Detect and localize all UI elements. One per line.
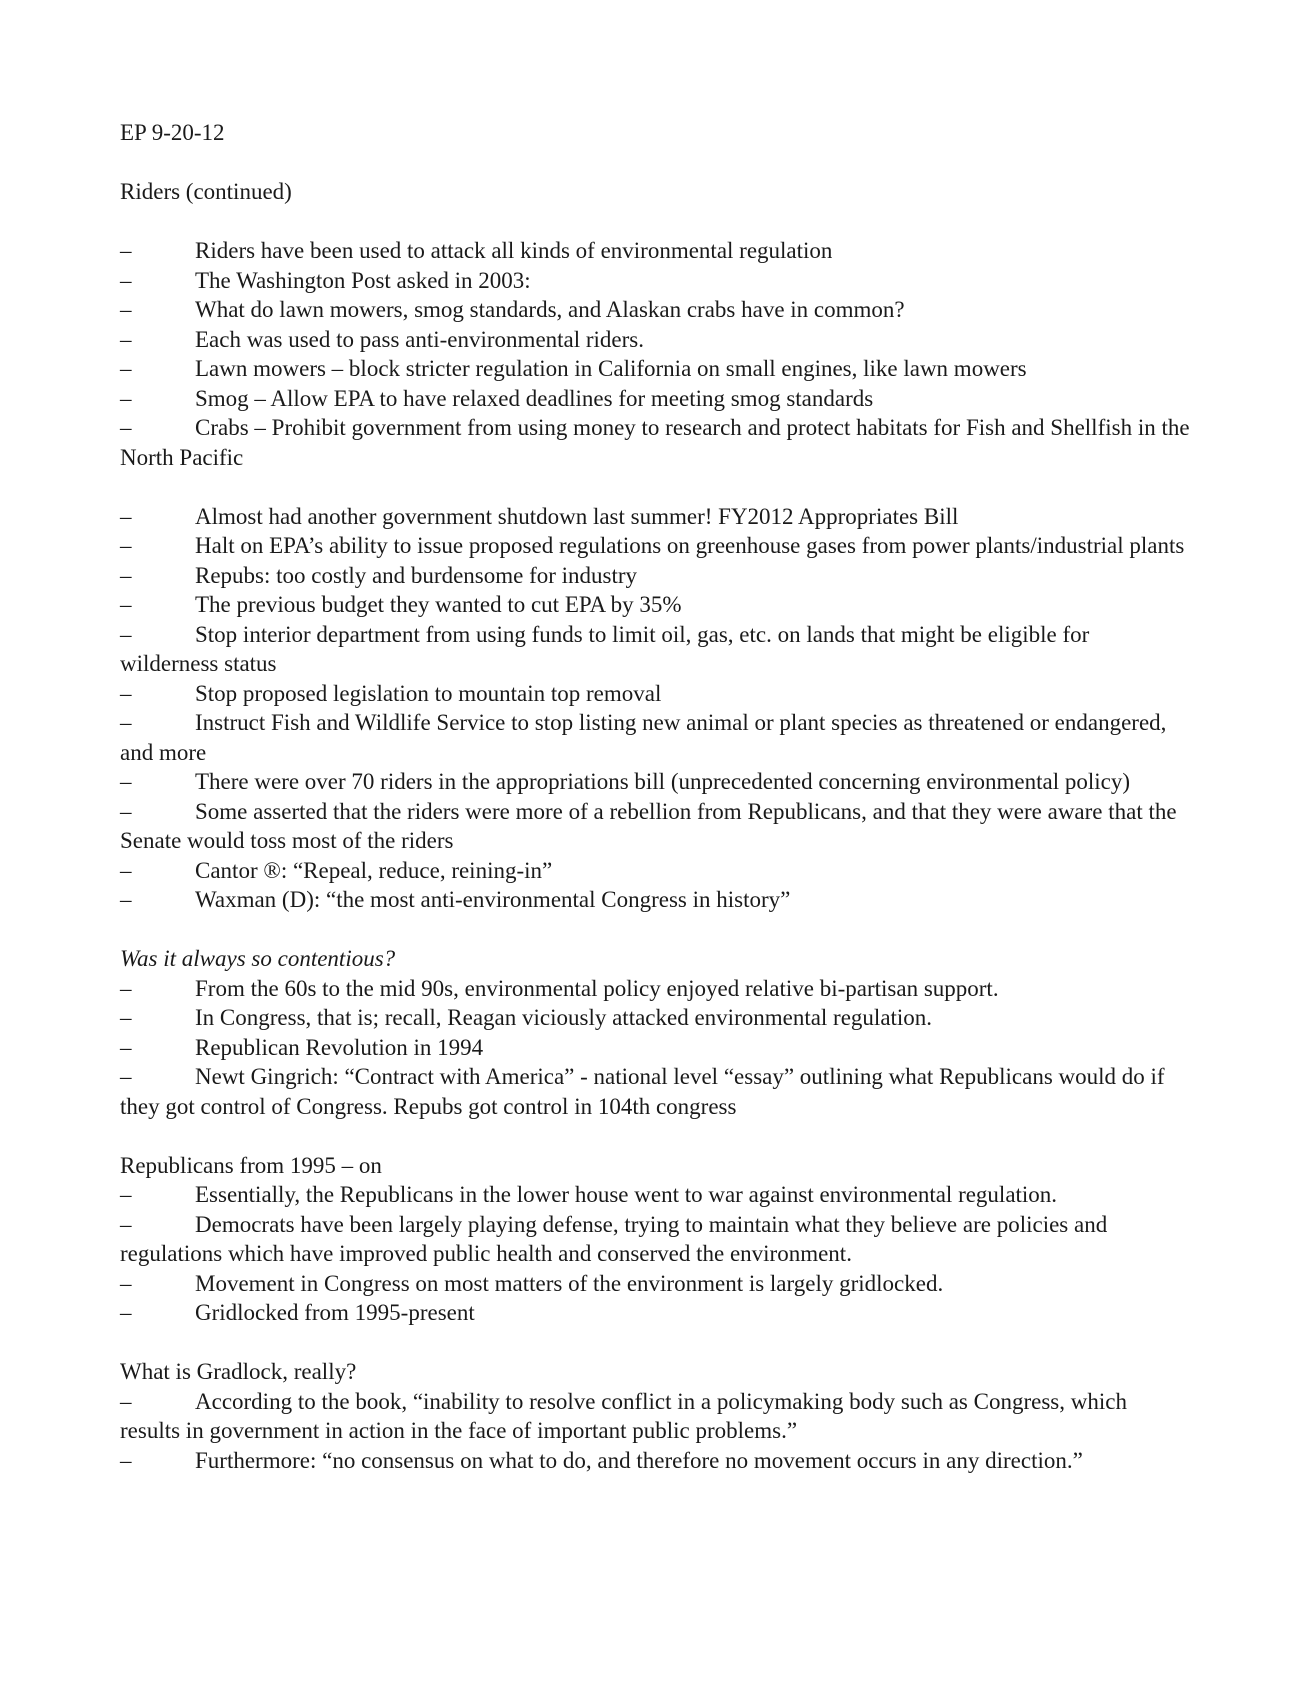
- list-item-text: Essentially, the Republicans in the lower house went to war against environmental regulation.: [195, 1182, 1058, 1207]
- spacer: [120, 148, 1190, 178]
- spacer: [120, 915, 1190, 945]
- list-item: [120, 295, 1190, 325]
- bullet-dash: –: [120, 857, 132, 883]
- list-item-text: Furthermore: “no consensus on what to do, and therefore no movement occurs in any direction.”: [195, 1447, 1083, 1473]
- bullet-list-riders: [120, 236, 1190, 472]
- list-item: [120, 856, 1190, 886]
- bullet-dash: –: [120, 1300, 132, 1325]
- bullet-dash: –: [120, 297, 132, 322]
- list-item-text: Instruct Fish and Wildlife Service to stop listing new animal or plant species as threatened or endangered, and more: [120, 710, 1167, 765]
- bullet-dash: –: [120, 710, 132, 735]
- list-item-text: Stop proposed legislation to mountain top removal: [195, 680, 662, 706]
- list-item: [120, 1298, 1190, 1328]
- bullet-dash: –: [120, 975, 132, 1001]
- list-item-text: In Congress, that is; recall, Reagan viciously attacked environmental regulation.: [195, 1005, 933, 1030]
- bullet-dash: –: [120, 769, 132, 794]
- list-item: [120, 767, 1190, 797]
- section-heading-riders: Riders (continued): [120, 179, 292, 204]
- bullet-dash: –: [120, 385, 132, 411]
- bullet-dash: –: [120, 267, 132, 293]
- list-item-text: Movement in Congress on most matters of the environment is largely gridlocked.: [195, 1270, 944, 1296]
- list-item: [120, 679, 1190, 709]
- bullet-dash: –: [120, 533, 132, 558]
- bullet-dash: –: [120, 1064, 132, 1089]
- bullet-dash: –: [120, 1388, 132, 1414]
- list-item: [120, 797, 1190, 856]
- list-item-text: Riders have been used to attack all kinds of environmental regulation: [195, 238, 833, 263]
- list-item-text: Stop interior department from using funds to limit oil, gas, etc. on lands that might be eligible for wilderness status: [120, 621, 1090, 676]
- list-item: [120, 1387, 1190, 1446]
- list-item-text: Each was used to pass anti-environmental riders.: [195, 326, 645, 352]
- bullet-list-contentious: [120, 974, 1190, 1122]
- list-item: [120, 1180, 1190, 1210]
- list-item-text: Democrats have been largely playing defense, trying to maintain what they believe are policies and regulations which have improved public health and conserved the environment.: [120, 1211, 1108, 1266]
- bullet-list-appropriations: [120, 502, 1190, 915]
- list-item: [120, 1210, 1190, 1269]
- list-item-text: According to the book, “inability to resolve conflict in a policymaking body such as Congress, which results in government in action in the face of important public problems.”: [120, 1388, 1127, 1443]
- list-item: [120, 1033, 1190, 1063]
- list-item: [120, 1003, 1190, 1033]
- document-page: [120, 118, 1190, 1475]
- list-item-text: Cantor ®: “Repeal, reduce, reining-in”: [195, 857, 553, 883]
- spacer: [120, 207, 1190, 237]
- bullet-list-gridlock: [120, 1387, 1190, 1476]
- spacer: [120, 1328, 1190, 1358]
- list-item-text: There were over 70 riders in the appropriations bill (unprecedented concerning environmental policy): [195, 769, 1130, 794]
- bullet-dash: –: [120, 356, 132, 381]
- bullet-dash: –: [120, 680, 132, 706]
- list-item: [120, 502, 1190, 532]
- bullet-dash: –: [120, 592, 132, 617]
- list-item-text: Almost had another government shutdown last summer! FY2012 Appropriates Bill: [195, 503, 959, 529]
- list-item: [120, 1446, 1190, 1476]
- list-item: [120, 708, 1190, 767]
- list-item: [120, 354, 1190, 384]
- section-heading-gridlock: What is Gradlock, really?: [120, 1359, 357, 1384]
- list-item: [120, 384, 1190, 414]
- bullet-dash: –: [120, 621, 132, 647]
- list-item: [120, 974, 1190, 1004]
- list-item: [120, 413, 1190, 472]
- bullet-dash: –: [120, 1034, 132, 1060]
- list-item-text: The previous budget they wanted to cut EPA by 35%: [195, 592, 682, 617]
- bullet-dash: –: [120, 415, 132, 440]
- list-item-text: Lawn mowers – block stricter regulation in California on small engines, like lawn mowers: [195, 356, 1027, 381]
- list-item: [120, 620, 1190, 679]
- bullet-list-republicans: [120, 1180, 1190, 1328]
- bullet-dash: –: [120, 1211, 132, 1237]
- bullet-dash: –: [120, 1270, 132, 1296]
- bullet-dash: –: [120, 887, 132, 912]
- bullet-dash: –: [120, 1182, 132, 1207]
- list-item-text: Halt on EPA’s ability to issue proposed regulations on greenhouse gases from power plants/industrial plants: [195, 533, 1185, 558]
- bullet-dash: –: [120, 238, 132, 263]
- list-item: [120, 1062, 1190, 1121]
- list-item-text: Repubs: too costly and burdensome for industry: [195, 562, 638, 588]
- list-item-text: Some asserted that the riders were more of a rebellion from Republicans, and that they were aware that the Senate would toss most of the riders: [120, 798, 1177, 853]
- bullet-dash: –: [120, 1447, 132, 1473]
- list-item: [120, 1269, 1190, 1299]
- document-title: EP 9-20-12: [120, 120, 225, 145]
- list-item: [120, 590, 1190, 620]
- bullet-dash: –: [120, 503, 132, 529]
- list-item-text: What do lawn mowers, smog standards, and Alaskan crabs have in common?: [195, 297, 905, 322]
- section-heading-contentious: Was it always so contentious?: [120, 946, 396, 971]
- list-item-text: Republican Revolution in 1994: [195, 1034, 484, 1060]
- list-item-text: The Washington Post asked in 2003:: [195, 267, 531, 293]
- list-item: [120, 266, 1190, 296]
- bullet-dash: –: [120, 562, 132, 588]
- bullet-dash: –: [120, 326, 132, 352]
- list-item-text: Newt Gingrich: “Contract with America” - national level “essay” outlining what Republicans would do if they got control of Congress. Repubs got control in 104th congress: [120, 1064, 1165, 1119]
- spacer: [120, 1121, 1190, 1151]
- list-item-text: Crabs – Prohibit government from using money to research and protect habitats for Fish and Shellfish in the North Pacific: [120, 415, 1190, 470]
- list-item: [120, 531, 1190, 561]
- list-item-text: Smog – Allow EPA to have relaxed deadlines for meeting smog standards: [195, 385, 874, 411]
- list-item-text: Gridlocked from 1995-present: [195, 1300, 475, 1325]
- bullet-dash: –: [120, 1005, 132, 1030]
- list-item-text: Waxman (D): “the most anti-environmental Congress in history”: [195, 887, 791, 912]
- list-item: [120, 325, 1190, 355]
- spacer: [120, 472, 1190, 502]
- list-item: [120, 885, 1190, 915]
- section-heading-republicans: Republicans from 1995 – on: [120, 1152, 382, 1178]
- list-item: [120, 236, 1190, 266]
- bullet-dash: –: [120, 798, 132, 824]
- list-item-text: From the 60s to the mid 90s, environmental policy enjoyed relative bi-partisan support.: [195, 975, 999, 1001]
- list-item: [120, 561, 1190, 591]
